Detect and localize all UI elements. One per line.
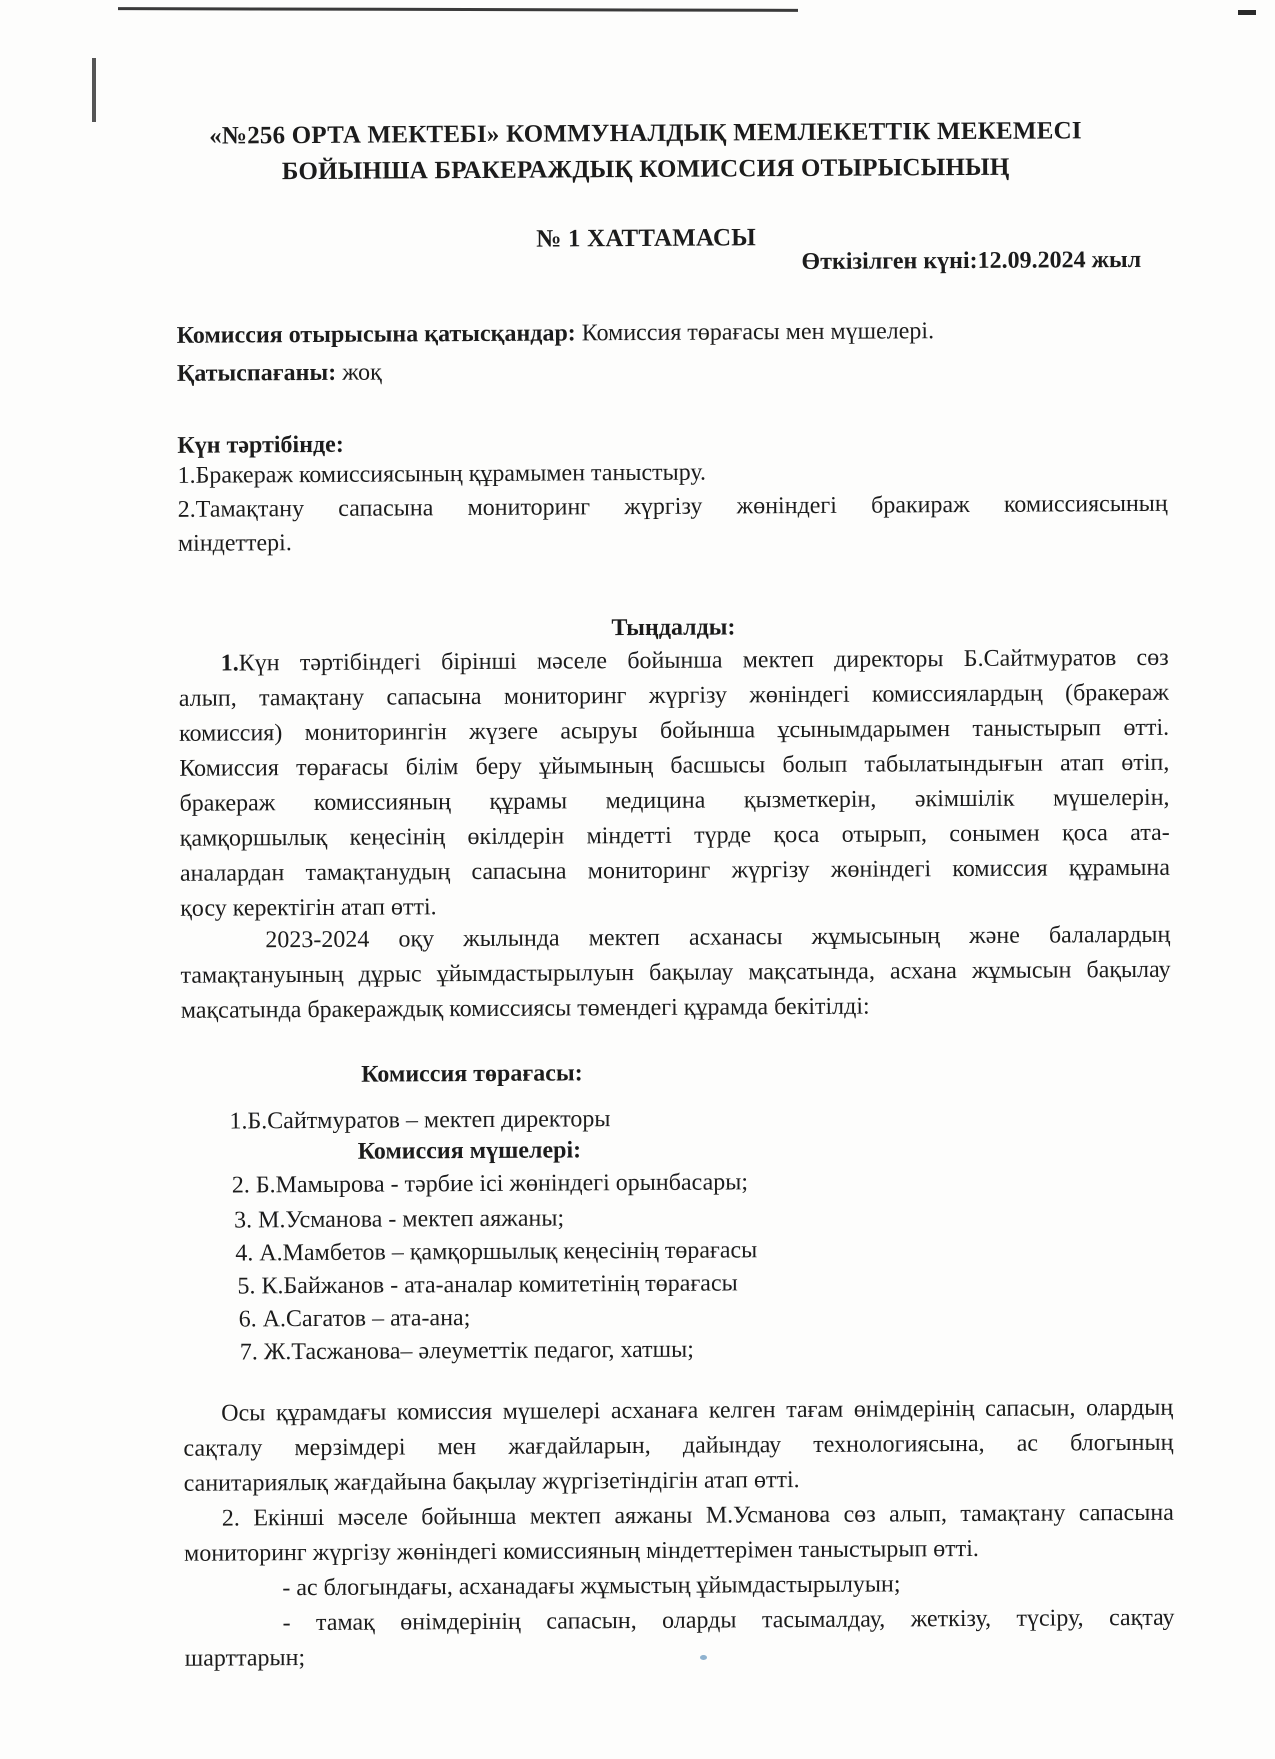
member-item: 6. А.Сагатов – ата-ана; — [238, 1305, 471, 1333]
agenda-heading — [177, 427, 1167, 460]
absent-label: Қатыспағаны: — [176, 359, 337, 387]
p1-line-8: қосу керектігін атап өтті. — [180, 894, 437, 922]
title-line-1: «№256 ОРТА МЕКТЕБІ» КОММУНАЛДЫҚ МЕМЛЕКЕТТІК МЕКЕМЕСІ — [209, 117, 1082, 150]
p1-line-5: бракераж комиссияның құрамы медицина қызметкерін, әкімшілік мүшелерін, — [179, 784, 1170, 817]
present-label: Комиссия отырысына қатысқандар: — [176, 320, 576, 349]
listened-heading: Тыңдалды: — [611, 614, 736, 642]
p3-line-3: санитариялық жағдайына бақылау жүргізетіндігін атап өтті. — [183, 1467, 800, 1497]
p3-line-2: сақталу мерзімдері мен жағдайларын, дайындау технологиясына, ас блогының — [183, 1429, 1174, 1462]
p2-line-3: мақсатында бракераждық комиссиясы төмендегі құрамда бекітілді: — [180, 993, 870, 1024]
agenda-item-2-line-1: 2.Тамақтану сапасына мониторинг жүргізу жөніндегі бракираж комиссиясының — [177, 490, 1168, 523]
agenda-heading-text: Күн тәртібінде: — [177, 431, 344, 459]
chair-member: 1.Б.Сайтмуратов – мектеп директоры — [229, 1106, 611, 1135]
agenda-item-2-line-2: міндеттері. — [177, 530, 292, 557]
absent-value: жоқ — [336, 359, 382, 386]
p1-number: 1. — [220, 650, 239, 677]
meeting-date: Өткізілген күні:12.09.2024 жыл — [801, 246, 1142, 276]
member-item: 3. М.Усманова - мектеп аяжаны; — [233, 1205, 565, 1234]
title-line-2: БОЙЫНША БРАКЕРАЖДЫҚ КОМИССИЯ ОТЫРЫСЫНЫҢ — [281, 153, 1010, 186]
present-value: Комиссия төрағасы мен мүшелері. — [575, 318, 935, 347]
p3-line-1: Осы құрамдағы комиссия мүшелері асханаға келген тағам өнімдерінің сапасын, олардың — [221, 1394, 1174, 1427]
protocol-number: № 1 ХАТТАМАСЫ — [536, 224, 757, 253]
p1-line-1-text: Күн тәртібіндегі бірінші мәселе бойынша мектеп директоры Б.Сайтмуратов сөз — [238, 644, 1169, 677]
agenda-item-1: 1.Бракераж комиссиясының құрамымен таныстыру. — [177, 459, 707, 489]
attendance-present — [177, 317, 1167, 350]
members-heading: Комиссия мүшелері: — [357, 1137, 582, 1165]
p2-line-1: 2023-2024 оқу жылында мектеп асханасы жұмысының және балалардың — [265, 921, 1171, 954]
p1-line-3: комиссия) мониторингін жүзеге асыруы бойынша ұсынымдарымен таныстырып өтті. — [179, 714, 1170, 747]
p1-line-7: аналардан тамақтанудың сапасына мониторинг жүргізу жөніндегі комиссия құрамына — [179, 854, 1171, 887]
member-item: 4. А.Мамбетов – қамқоршылық кеңесінің төрағасы — [235, 1237, 758, 1267]
p4-line-1: 2. Екінші мәселе бойынша мектеп аяжаны М.Усманова сөз алып, тамақтану сапасына — [221, 1499, 1174, 1532]
p4-line-2: мониторинг жүргізу жөніндегі комиссияның міндеттерімен таныстырып өтті. — [184, 1535, 979, 1567]
task-item-1: - ас блогындағы, асханадағы жұмыстың ұйымдастырылуын; — [282, 1571, 901, 1602]
p2-line-2: тамақтануының дұрыс ұйымдастырылуын бақылау мақсатында, асхана жұмысын бақылау — [180, 956, 1171, 989]
p1-line-4: Комиссия төрағасы білім беру ұйымының басшысы болып табылатындығын атап өтіп, — [179, 749, 1170, 782]
chair-heading: Комиссия төрағасы: — [361, 1060, 583, 1088]
member-item: 5. К.Байжанов - ата-аналар комитетінің төрағасы — [237, 1270, 738, 1300]
p1-line-1 — [221, 645, 1169, 678]
p1-line-2: алып, тамақтану сапасына мониторинг жүргізу жөніндегі комиссиялардың (бракераж — [178, 679, 1169, 712]
member-item: 2. Б.Мамырова - тәрбие ісі жөніндегі орынбасары; — [231, 1169, 749, 1199]
task-item-2-line-2: шарттарын; — [184, 1645, 306, 1672]
p1-line-6: қамқоршылық кеңесінің өкілдерін міндетті түрде қоса отырып, сонымен қоса ата- — [179, 819, 1170, 852]
attendance-absent — [177, 355, 1167, 388]
member-item: 7. Ж.Тасжанова– әлеуметтік педагог, хатшы; — [239, 1336, 694, 1366]
task-item-2-line-1: - тамақ өнімдерінің сапасын, оларды тасымалдау, жеткізу, түсіру, сақтау — [282, 1604, 1175, 1637]
